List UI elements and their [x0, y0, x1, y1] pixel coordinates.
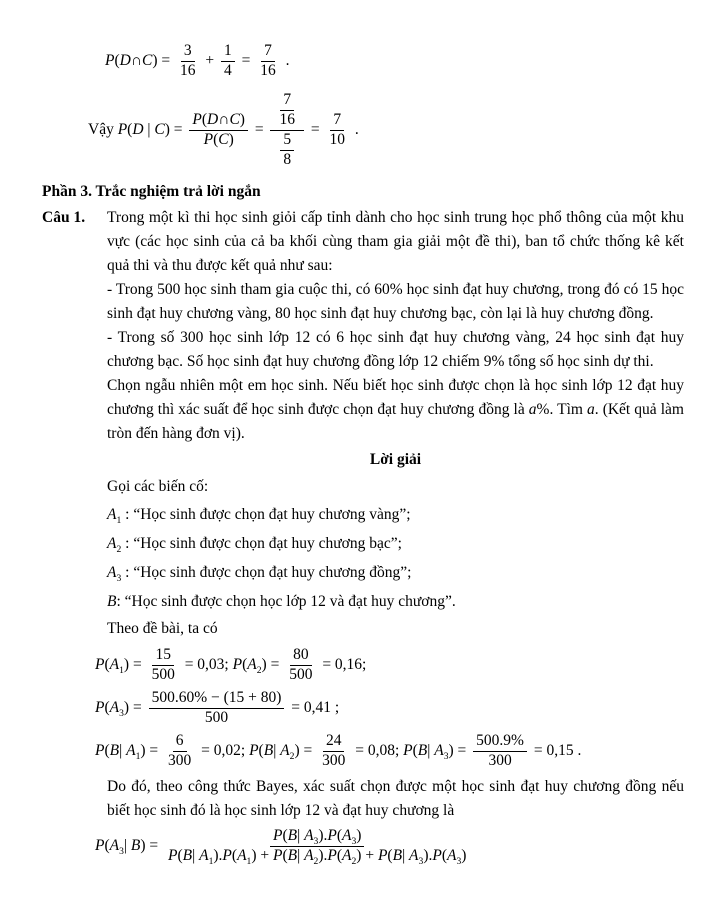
event-definition-b: B: “Học sinh được chọn học lớp 12 và đạt huy chương”.	[107, 593, 456, 611]
solution-heading: Lời giải	[369, 451, 422, 469]
solution-given: Theo đề bài, ta có	[107, 620, 218, 638]
formula-p-a3: $P(A_3)$ = $\frac{500.60\% - (15 + 80)}{500}$ = 0,41 ;	[95, 689, 340, 727]
formula-bayes-result: $P(A_3|$ B) = $\frac{P(B| A_3).P(A_3)}{P(B| A_1).P(A_1) + P(B| A_2).P(A_2) + P(B| A_3).P(A_3)}$	[95, 826, 467, 867]
event-definition-a1: $A_1$ : “Học sinh được chọn đạt huy chương vàng”;	[107, 506, 411, 527]
question-1	[42, 206, 684, 446]
question-paragraph-intro: Trong một kì thi học sinh giỏi cấp tỉnh dành cho học sinh trung học phổ thông của một khu vực (các học sinh của cả ba khối cùng tham gia giải một đề thi), ban tổ chức thống kê kết quả thi và thu được kết quả như sau:	[107, 209, 684, 275]
event-definition-a2: $A_2$ : “Học sinh được chọn đạt huy chương bạc”;	[107, 535, 402, 556]
section-heading: Phần 3. Trắc nghiệm trả lời ngắn	[42, 183, 261, 201]
question-body	[107, 206, 684, 446]
question-paragraph-stat-300: - Trong số 300 học sinh lớp 12 có 6 học sinh đạt huy chương vàng, 24 học sinh đạt huy chương bạc. Số học sinh đạt huy chương đồng lớp 12 chiếm 9% tổng số học sinh dự thi.	[107, 329, 684, 371]
formula-p-d-intersect-c: P(D∩C) = $\frac{3}{16}$ + $\frac{1}{4}$ = $\frac{7}{16}$ .	[105, 42, 290, 79]
formula-p-a1-a2: $P(A_1)$ = $\frac{15}{500}$ = 0,03; $P(A_2)$ = $\frac{80}{500}$ = 0,16;	[95, 646, 367, 684]
question-label: Câu 1.	[42, 209, 86, 227]
event-definition-a3: $A_3$ : “Học sinh được chọn đạt huy chương đồng”;	[107, 564, 412, 585]
question-paragraph-stat-500: - Trong 500 học sinh tham gia cuộc thi, có 60% học sinh đạt huy chương, trong đó có 15 học sinh đạt huy chương vàng, 80 học sinh đạt huy chương bạc, còn lại là huy chương đồng.	[107, 281, 684, 323]
formula-conditional-probabilities: P(B| $A_1$) = $\frac{6}{300}$ = 0,02; P(B| $A_2$) = $\frac{24}{300}$ = 0,08; P(B| $A_3$) = $\frac{500.9\%}{300}$ = 0,15 .	[95, 732, 582, 769]
solution-intro: Gọi các biến cố:	[107, 478, 209, 496]
question-paragraph-task: Chọn ngẫu nhiên một em học sinh. Nếu biết học sinh được chọn là học sinh lớp 12 đạt huy chương thì xác suất để học sinh được chọn đạt huy chương đồng là a%. Tìm a. (Kết quả làm tròn đến hàng đơn vị).	[107, 377, 684, 443]
bayes-explanation: Do đó, theo công thức Bayes, xác suất chọn được một học sinh đạt huy chương đồng nếu biết học sinh đó là học sinh lớp 12 và đạt huy chương là	[107, 777, 684, 819]
formula-p-d-given-c: Vậy P(D | C) = $\frac{P(D\cap C)}{P(C)}$ = $\frac{\frac{7}{16}}{\frac{5}{8}}$ = $\frac{7}{10}$ .	[88, 90, 359, 168]
